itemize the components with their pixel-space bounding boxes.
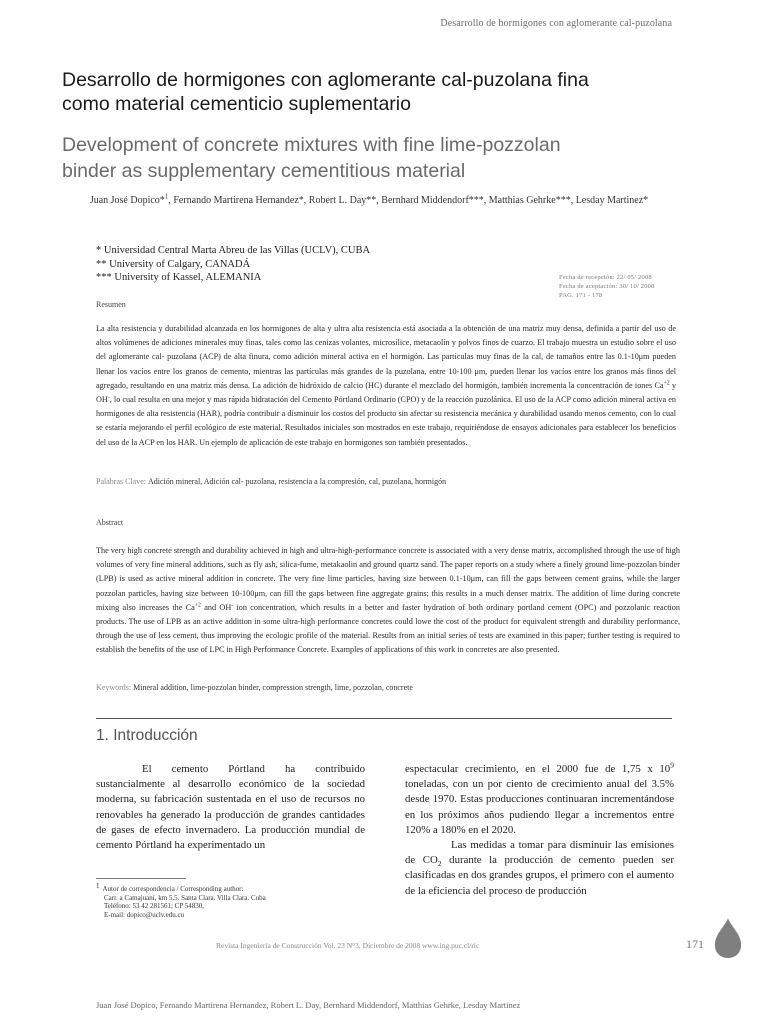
abstract-part-2: and OH	[200, 602, 232, 612]
journal-footer: Revista Ingeniería de Construcción Vol. 23 N°3, Diciembre de 2008 www.ing.puc.cl/ric	[216, 941, 480, 950]
page-number: 171	[686, 937, 704, 951]
drop-icon-graphic	[712, 917, 744, 959]
intro-column-right	[405, 762, 674, 899]
other-authors: , Fernando Martirena Hernandez*, Robert L. Day**, Bernhard Middendorf***, Matthias Gehrke***, Lesday Martinez*	[168, 195, 649, 206]
footnote-text-1: Autor de correspondencia / Corresponding author:	[102, 885, 244, 893]
footnote-line-3: Teléfono: 53 42 281561; CP 54830,	[104, 902, 204, 910]
intro-paragraph-1-continued	[405, 762, 674, 838]
first-author: Juan José Dopico*	[89, 195, 165, 206]
abstract-sup-1: +2	[194, 602, 201, 609]
footnote-line-4: E-mail: dopico@uclv.edu.cu	[104, 910, 185, 919]
page-range: PAG. 171 - 178	[559, 292, 603, 299]
resumen-part-2: y OH	[96, 380, 677, 405]
resumen-heading: Resumen	[96, 300, 126, 309]
palabras-clave-label: Palabras Clave:	[96, 477, 146, 486]
resumen-text	[96, 322, 676, 450]
intro-col2-text-a: espectacular crecimiento, en el 2000 fue de 1,75 x 10	[405, 763, 671, 775]
affiliation-2: ** University of Calgary, CANADÁ	[96, 258, 251, 270]
footnote-line-1	[96, 882, 266, 894]
resumen-sup-2: -	[107, 394, 110, 401]
resumen-sup-1: +2	[663, 380, 670, 387]
palabras-clave-line	[96, 477, 446, 486]
intro-col2-text-c: Las medidas a tomar para disminuir las emisiones de CO	[405, 839, 674, 867]
intro-col2-exponent: 9	[670, 760, 674, 770]
intro-column-left	[96, 762, 365, 853]
palabras-clave-values: Adición mineral, Adición cal- puzolana, resistencia a la compresión, cal, puzolana, hormigón	[147, 477, 447, 486]
resumen-part-3: , lo cual resulta en una mejor y mas rápida hidratación del Cemento Pórtland Ordinario (CPO) y de la reacción puzolánica. El uso de la ACP como adición mineral activa en hormigones de alta resistencia (HAR), podría contribuir a disminuir los costos del producto sin afectar su resistencia mecánica y durabilidad usando menos cemento, con lo cual se estaría mejorando el perfil ecológico de este material. Resultados iniciales son mostrados en este trabajo, requiriéndose de ensayos adicionales para establecer los beneficios del uso de la ACP en los HAR. Un ejemplo de aplicación de este trabajo en hormigones son también presentados.	[96, 395, 676, 447]
affiliation-3: *** University of Kassel, ALEMANIA	[96, 272, 262, 283]
title-english	[62, 132, 702, 184]
abstract-part-3: ion concentration, which results in a better and faster hydration of both ordinary portland cement (OPC) and pozzolanic reaction products. The use of LPB as an active addition in some ultra-high performance concretes could lowe the cost of the product for equivalent strength and durability performance, through the use of less cement, thus improving the ecologic profile of the material. Results from an initial series of tests are examined in this paper; further testing is required to establish the benefits of the use of LPC in High Performance Concrete. Examples of applications of this work in concretes are also presented.	[96, 602, 680, 655]
resumen-part-1: La alta resistencia y durabilidad alcanzada en los hormigones de alta y ultra alta resistencia está asociada a la obtención de una matriz muy densa, definida a partir del uso de altos volúmenes de adiciones minerales muy finas, tales como las cenizas volantes, microsílice, metacaolín y polvos finos de cuarzo. El trabajo muestra un estudio sobre el uso del aglomerante cal- puzolana (ACP) de alta finura, como adición mineral activa en el hormigón. Las partículas muy finas de la cal, de tamaños entre las 0.1-10μm pueden llenar los vacíos entre los granos de cemento, mientras las partículas más grandes de la puzolana, entre 10-100 μm, pueden llenar los vacíos entre los granos más finos del agregado, resultando en una matriz más densa. La adición de hidróxido de calcio (HC) durante el mezclado del hormigón, también incrementa la concentración de iones Ca	[96, 324, 676, 390]
bottom-author-line: Juan José Dopico, Fernando Martirena Hernandez, Robert L. Day, Bernhard Middendorf, Matthias Gehrke, Lesday Martinez	[96, 1000, 521, 1010]
footnote-line-2: Carr. a Camajuaní, km 5,5. Santa Clara. Villa Clara. Cuba	[104, 893, 266, 902]
affiliation-1: * Universidad Central Marta Abreu de las Villas (UCLV), CUBA	[96, 245, 371, 256]
abstract-text	[96, 544, 680, 658]
intro-col2-text-b: toneladas, con un por ciento de crecimiento anual del 3.5% desde 1970. Estas producciones continuaran incrementándose en los próximos años pudiendo llegar a incrementos entre 120% a 180% en el 2020.	[405, 778, 674, 836]
first-author-footnote-mark: 1	[164, 192, 169, 201]
drop-icon	[712, 917, 744, 959]
title-spanish	[62, 68, 702, 116]
corresponding-author-footnote	[96, 882, 266, 919]
introduction-heading: 1. Introducción	[96, 727, 198, 744]
intro-paragraph-2	[405, 838, 674, 899]
submission-dates	[559, 273, 655, 300]
keywords-line	[96, 683, 413, 692]
title-english-line-2: binder as supplementary cementitious material	[62, 160, 466, 182]
section-divider	[96, 718, 672, 719]
author-list	[62, 194, 676, 207]
keywords-label: Keywords:	[96, 683, 132, 692]
abstract-part-1: The very high concrete strength and durability achieved in high and ultra-high-performance concrete is associated with a very dense matrix, accomplished through the use of high volumes of very fine mineral additions, such as fly ash, silica-fume, metakaolin and ground quartz sand. The paper reports on a study where a finely ground lime-pozzolan binder (LPB) is used as active mineral addition in concrete. The very fine lime particles, having size between 0.1-10μm, can fill the gaps between cement grains, while the larger pozzolan particles, having size between 10-100μm, can fill the gaps between fine aggregate grains; this results in a much denser matrix. The addition of lime during concrete mixing also increases the Ca	[96, 546, 680, 612]
abstract-sup-2: -	[231, 602, 234, 609]
date-received: Fecha de recepción: 22/ 05/ 2008	[559, 274, 652, 281]
title-spanish-line-1: Desarrollo de hormigones con aglomerante cal-puzolana fina	[62, 69, 589, 91]
intro-col2-subscript: 2	[437, 859, 442, 869]
affiliations	[96, 244, 370, 285]
running-head: Desarrollo de hormigones con aglomerante cal-puzolana	[440, 18, 672, 29]
title-spanish-line-2: como material cementicio suplementario	[62, 93, 411, 115]
keywords-values: Mineral addition, lime-pozzolan binder, compression strength, lime, pozzolan, concrete	[133, 683, 413, 692]
footnote-rule	[96, 878, 186, 879]
abstract-heading: Abstract	[96, 518, 124, 527]
intro-col2-text-d: durante la producción de cemento pueden ser clasificadas en dos grandes grupos, el primero con el aumento de la eficiencia del proceso de producción	[405, 854, 675, 897]
intro-paragraph-1: El cemento Pórtland ha contribuido sustancialmente al desarrollo económico de la sociedad moderna, su fabricación sustentada en el uso de recursos no renovables ha generado la producción de grandes cantidades de gases de efecto invernadero. La producción mundial de cemento Pórtland ha experimentado un	[96, 763, 365, 852]
title-english-line-1: Development of concrete mixtures with fine lime-pozzolan	[62, 134, 561, 156]
date-accepted: Fecha de aceptación: 30/ 10/ 2008	[559, 283, 655, 290]
footnote-number: 1	[96, 882, 100, 890]
